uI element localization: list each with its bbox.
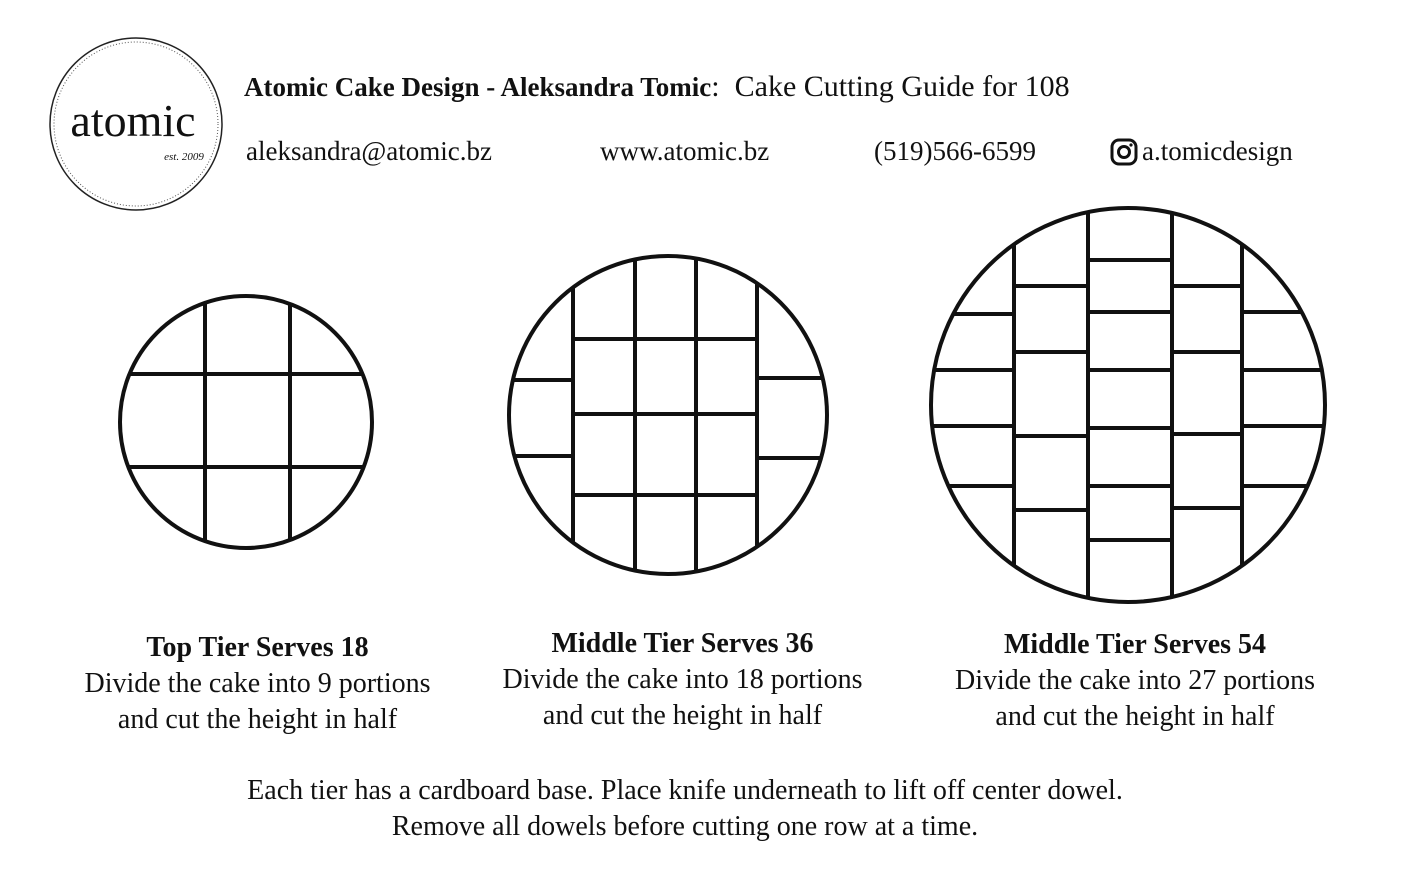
contact-phone[interactable]: (519)566-6599 bbox=[874, 136, 1036, 166]
logo-word: atomic bbox=[70, 95, 196, 146]
footer-note-2: Remove all dowels before cutting one row at a time. bbox=[391, 811, 979, 842]
logo-est: est. 2009 bbox=[164, 151, 204, 163]
page-title: Cake Cutting Guide for 108 bbox=[734, 70, 1070, 103]
tier-instruction: and cut the height in half bbox=[995, 701, 1275, 732]
contact-instagram[interactable] bbox=[1110, 136, 1293, 167]
middle-tier-54-caption bbox=[920, 627, 1350, 735]
middle-tier-54-cutting-diagram bbox=[926, 204, 1332, 610]
cake-outline bbox=[931, 208, 1325, 602]
atomic-logo bbox=[48, 36, 224, 212]
footer-note-1: Each tier has a cardboard base. Place knife underneath to lift off center dowel. bbox=[247, 775, 1123, 806]
top-tier-cutting-diagram bbox=[116, 292, 378, 554]
tier-title: Top Tier Serves 18 bbox=[146, 632, 369, 663]
top-tier-caption bbox=[40, 630, 475, 738]
tier-instruction: Divide the cake into 18 portions bbox=[502, 664, 863, 695]
tier-instruction: Divide the cake into 9 portions bbox=[84, 668, 431, 699]
instagram-icon bbox=[1110, 138, 1138, 166]
tier-instruction: Divide the cake into 27 portions bbox=[954, 665, 1316, 696]
tier-title: Middle Tier Serves 54 bbox=[1003, 629, 1267, 660]
contact-website[interactable]: www.atomic.bz bbox=[600, 136, 770, 166]
cake-outline bbox=[120, 296, 372, 548]
company-name: Atomic Cake Design - Aleksandra Tomic bbox=[244, 72, 712, 102]
middle-tier-36-caption bbox=[470, 626, 895, 734]
tier-title: Middle Tier Serves 36 bbox=[551, 628, 814, 659]
tier-instruction: and cut the height in half bbox=[117, 704, 398, 735]
instagram-handle: a.tomicdesign bbox=[1142, 136, 1293, 166]
middle-tier-36-cutting-diagram bbox=[504, 252, 834, 582]
header-separator: : bbox=[711, 70, 720, 103]
header-title bbox=[244, 70, 1070, 104]
tier-instruction: and cut the height in half bbox=[542, 700, 823, 731]
contact-email[interactable]: aleksandra@atomic.bz bbox=[246, 136, 493, 166]
